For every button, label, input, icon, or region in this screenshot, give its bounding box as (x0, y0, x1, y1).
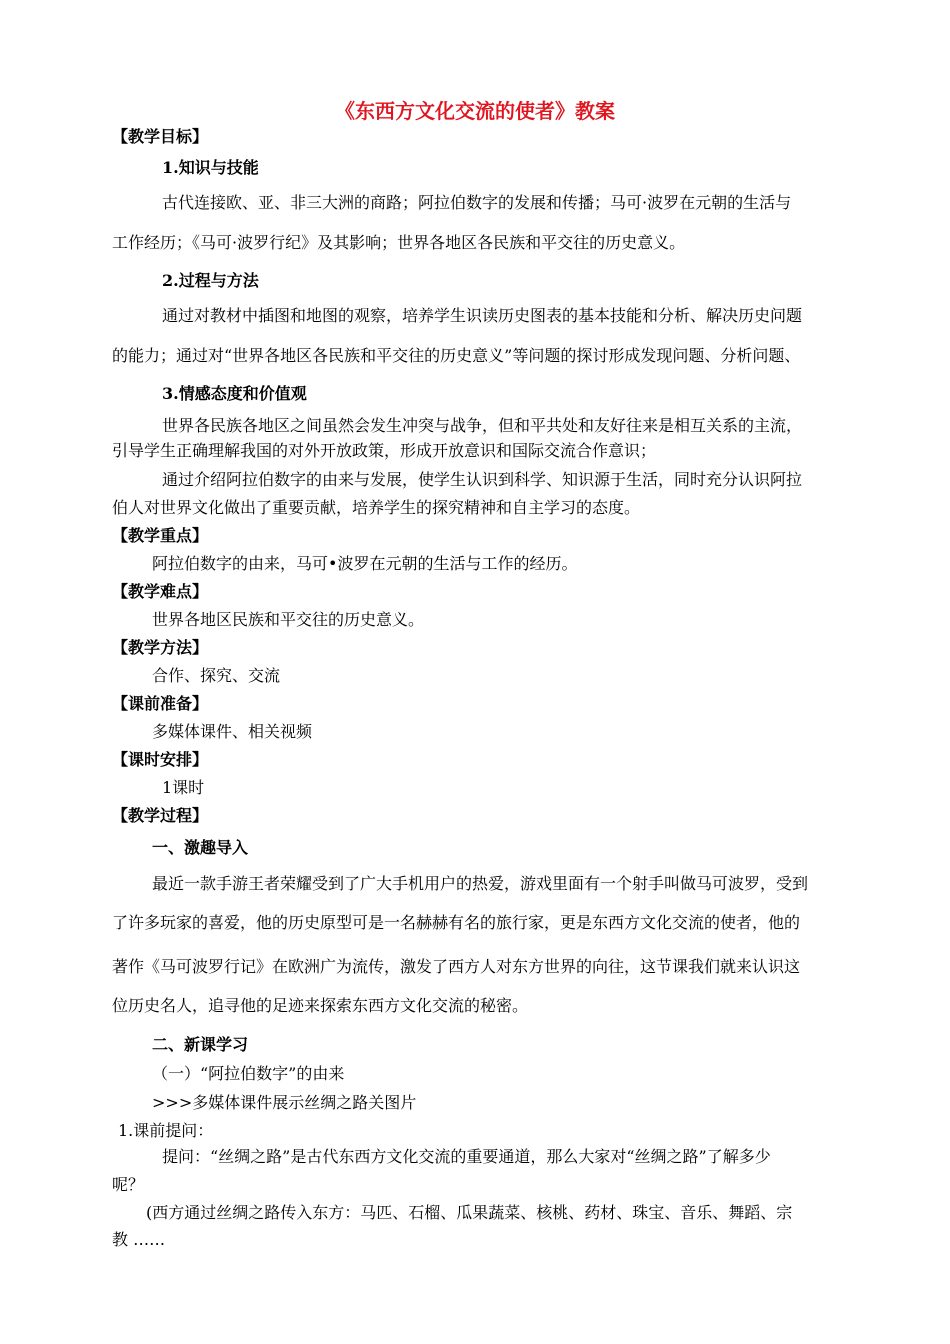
subheading-knowledge-skills: 1.知识与技能 (162, 158, 259, 177)
subheading-new-lesson: 二、新课学习 (152, 1035, 249, 1054)
section-heading-preparation: 【课前准备】 (112, 694, 209, 713)
subheading-emotion-values: 3.情感态度和价值观 (162, 384, 307, 403)
paragraph-line: 伯人对世界文化做出了重要贡献，培养学生的探究精神和自主学习的态度。 (112, 498, 641, 517)
paragraph-line: （一）“阿拉伯数字”的由来 (152, 1064, 345, 1083)
paragraph-line: 提问：“丝绸之路”是古代东西方文化交流的重要通道，那么大家对“丝绸之路”了解多少 (162, 1147, 771, 1166)
paragraph-line: 通过对教材中插图和地图的观察，培养学生识读历史图表的基本技能和分析、解决历史问题 (162, 306, 803, 325)
paragraph-line: 多媒体课件、相关视频 (152, 722, 313, 741)
paragraph-line: 位历史名人，追寻他的足迹来探索东西方文化交流的秘密。 (112, 996, 529, 1015)
paragraph-line: 引导学生正确理解我国的对外开放政策，形成开放意识和国际交流合作意识； (112, 441, 657, 460)
subheading-process-method: 2.过程与方法 (162, 271, 259, 290)
section-heading-difficulties: 【教学难点】 (112, 582, 209, 601)
paragraph-line: 通过介绍阿拉伯数字的由来与发展，使学生认识到科学、知识源于生活，同时充分认识阿拉 (162, 470, 803, 489)
paragraph-line: 最近一款手游王者荣耀受到了广大手机用户的热爱，游戏里面有一个射手叫做马可波罗，受到 (152, 874, 809, 893)
document-title: 《东西方文化交流的使者》教案 (335, 99, 615, 123)
paragraph-line: 古代连接欧、亚、非三大洲的商路；阿拉伯数字的发展和传播；马可·波罗在元朝的生活与 (162, 193, 792, 212)
paragraph-line: 教 …… (112, 1230, 166, 1249)
paragraph-line: 世界各民族各地区之间虽然会发生冲突与战争，但和平共处和友好往来是相互关系的主流， (162, 416, 803, 435)
paragraph-line: 工作经历；《马可·波罗行纪》及其影响；世界各地区各民族和平交往的历史意义。 (112, 233, 686, 252)
paragraph-line: 的能力；通过对“世界各地区各民族和平交往的历史意义”等问题的探讨形成发现问题、分析问题、 (112, 346, 801, 365)
subheading-introduction: 一、激趣导入 (152, 838, 249, 857)
paragraph-line: 世界各地区民族和平交往的历史意义。 (152, 610, 425, 629)
paragraph-line: 合作、探究、交流 (152, 666, 281, 685)
paragraph-line: 著作《马可波罗行记》在欧洲广为流传，激发了西方人对东方世界的向往，这节课我们就来认识这 (112, 957, 801, 976)
paragraph-line: 呢？ (112, 1175, 145, 1194)
paragraph-line: 1.课前提问： (118, 1121, 214, 1140)
paragraph-line: 阿拉伯数字的由来，马可•波罗在元朝的生活与工作的经历。 (152, 554, 578, 573)
section-heading-teaching-goals: 【教学目标】 (112, 127, 209, 146)
section-heading-process: 【教学过程】 (112, 806, 209, 825)
paragraph-line: 了许多玩家的喜爱，他的历史原型可是一名赫赫有名的旅行家，更是东西方文化交流的使者，他的 (112, 913, 801, 932)
section-heading-schedule: 【课时安排】 (112, 750, 209, 769)
paragraph-line: >>>多媒体课件展示丝绸之路关图片 (152, 1093, 417, 1112)
section-heading-methods: 【教学方法】 (112, 638, 209, 657)
paragraph-line: (西方通过丝绸之路传入东方：马匹、石榴、瓜果蔬菜、核桃、药材、珠宝、音乐、舞蹈、宗 (146, 1203, 793, 1222)
section-heading-key-points: 【教学重点】 (112, 526, 209, 545)
paragraph-line: 1课时 (162, 778, 205, 797)
